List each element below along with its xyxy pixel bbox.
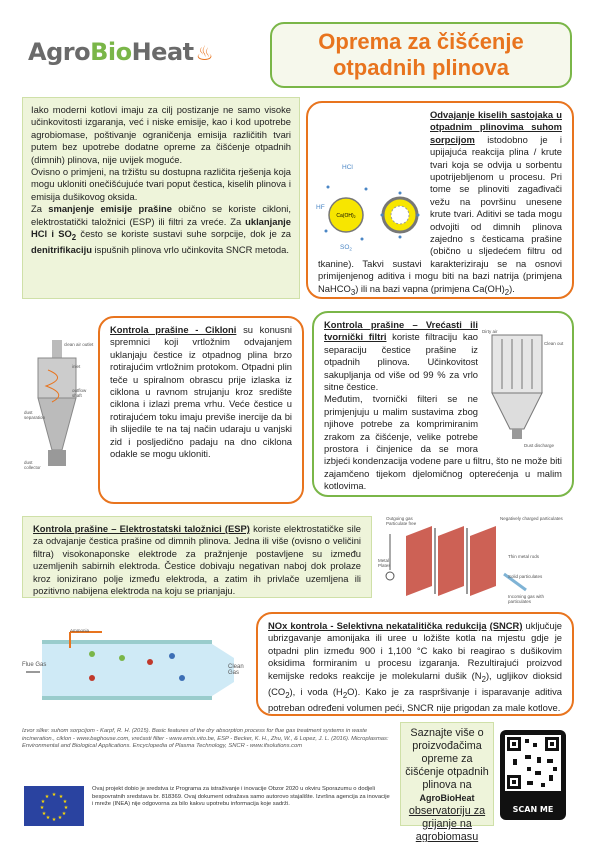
- svg-text:★: ★: [63, 805, 69, 811]
- svg-text:★: ★: [40, 799, 46, 805]
- observatory-callout: Saznajte više o proizvođačima opreme za čišćenje otpadnih plinova na AgroBioHeat observatoriju za grijanje na agrobiomasu: [400, 722, 494, 826]
- svg-text:★: ★: [61, 811, 67, 817]
- agrobioheat-logo: AgroBioHeat ♨: [28, 38, 214, 66]
- svg-text:Dust discharge: Dust discharge: [524, 443, 555, 448]
- page-title: Oprema za čišćenje otpadnih plinova: [270, 22, 572, 88]
- image-sources: Izvor slike: suhom sorpcijom - Karpf, R. H. (2015). Basic features of the dry absorption process for flue gas treatment systems in waste incineration., ciklon - www.baghouse.com, vrećasti filter - www.emis.vito.be, ESP - Becker, K. H., Zhu, W., & Lopez, J. L. (2016). Microplasmas: Environmental and Biological Applications. Encyclopedia of Plasma Technology, SNCR - www.ifsolutions.com: [22, 728, 389, 750]
- bag-filter-figure: [482, 325, 566, 455]
- bag-filter-section: Clean out Dirty air Dust discharge Kontrola prašine – Vrećasti ili tvornički filtri koriste filtraciju kao separaciju čestice prašine iz otpadnih plinova. Učinkovitost sakupljanja od više od 99 % za vrlo sitne čestice. Međutim, tvornički filteri se ne primjenjuju u malim sustavima zbog njihove potrebe za komprimiranim zrakom za čišćenje, velike potrebe prostora i činjenice da se mora izbjeći kondenzacija vodene pare u filtru, što ne može biti zajamčeno tijekom djelomičnog opterećenja u malim kotlovima.: [312, 311, 574, 497]
- cyclone-figure: clean air outlet inlet outflow shaft dust separation dust collector: [24, 330, 96, 480]
- svg-text:SO2: $SO_2$: [340, 244, 352, 252]
- funding-statement: Ovaj projekt dobio je sredstva iz Programa za istraživanje i inovacije Obzor 2020 u okviru Sporazumu o dodjeli bespovratnih sredstava br. 818369. Ovaj dokument odražava samo autorovo stajalište. Izvršna agencija za inovacije i mreže (INEA) nije odgovorna za bilo kakvu upotrebu informacija koje sadrži.: [92, 786, 390, 808]
- esp-figure: Outgoing gas Particulate free Negatively charged particulates Metal Plates Thin metal rods Solid particulates Incoming gas with particulates: [376, 514, 572, 610]
- svg-text:★: ★: [41, 811, 47, 817]
- eu-flag-icon: [24, 786, 84, 826]
- flame-icon: ♨: [195, 41, 214, 65]
- esp-section: Kontrola prašine – Elektrostatski taložnici (ESP) koriste elektrostatičke sile za odvajanje čestica prašine od dimnih plinova. Jedna ili više (ovisno o veličini filtra) visokonaponske elektrode za pražnjenje postavljene su između uzemljenih sabirnih elektroda. Čestice dobivaju negativan naboj dok prolaze kroz ionizirano polje između elektroda, a zatim ih privlače uzemljena ili pozitivno nabijena elektroda na koju se prianjaju.: [22, 516, 372, 598]
- svg-text:★: ★: [39, 805, 45, 811]
- sncr-figure: Ammonia Flue Gas Clean Gas: [22, 628, 250, 710]
- svg-text:★: ★: [45, 815, 51, 821]
- svg-text:Clean out: Clean out: [544, 341, 564, 346]
- svg-text:Ca(OH)2: $Ca(OH)_2$: [336, 213, 356, 219]
- sncr-section: NOx kontrola - Selektivna nekatalitička redukcija (SNCR) uključuje ubrizgavanje amonijaka ili uree u ložište kotla na mjestu gdje je otpadni plin između 900 i 1,100 °C kako bi reagirao s dušikovim oksidima formiranim u procesu izgaranja. Rezultirajući proizvod kemijske redoks reakcije je molekularni dušik $(N_2)$, ugljikov dioksid $(CO_2)$, i voda $(H_2O)$. Kako je za raspršivanje i isparavanje aditiva potreban određeni volumen peći, SNCR nije prigodan za male kotlove.: [256, 612, 574, 716]
- dry-sorption-section: $Ca(OH)_2$ HCl HF $SO_2$ Odvajanje kiselih sastojaka u otpadnim plinovima suhom sorpcijom istodobno je i upijajuća reakcija plina / krute tvari koja se odvija u sorbentu upotrijebljenom u procesu. Pri tome se plinoviti zagađivači vežu na površinu unesene krute tvari. Aditivi se tada mogu odvojiti od dimnih plinova zajedno s česticama prašine (obično u sljedećem filtru od tkanine). Takvi sustavi karakteriziraju se na osnovi primijenjenog aditiva i mogu biti na bazi natrija (primjena NaHCO$_3$) ili na bazi vapna (primjena $Ca(OH)_2$).: [306, 101, 574, 299]
- qr-code[interactable]: SCAN ME: [500, 730, 566, 820]
- svg-text:HF: HF: [316, 204, 325, 211]
- svg-text:★: ★: [44, 794, 50, 800]
- cyclone-section: Kontrola prašine - Cikloni su konusni spremnici koji vrtložnim odvajanjem uklanjaju čestice iz otpadnog plina brzo rotirajućim vrtložnim protokom. Otpadni plin teče u spiralnom obrascu prije izlaska iz ciklona u ravnom strujanju kroz središte ciklona i izlazi prema vrhu. Veće čestice u rotirajućem toku imaju previše inercije da bi ih slijedile te na taj način udaraju u vanjski zid i posljedično padaju na dno ciklona odakle se mogu ukloniti.: [98, 316, 304, 504]
- svg-text:Dirty air: Dirty air: [482, 329, 498, 334]
- observatory-link[interactable]: observatoriju za grijanje na agrobiomasu: [408, 805, 486, 842]
- svg-text:★: ★: [51, 817, 57, 823]
- svg-text:★: ★: [57, 815, 63, 821]
- dry-sorption-figure: [314, 153, 424, 253]
- intro-section: Iako moderni kotlovi imaju za cilj postizanje ne samo visoke učinkovitosti izgaranja, već i niske emisije, kao i kod upotrebe agrobiomase, poštivanje ograničenja emisija različitih tvari putem bez upotrebe dodatne opreme za čišćenje otpadnih (dimnih) plinova, nije uvijek moguće. Ovisno o primjeni, na tržištu su dostupna različita rješenja koja mogu ukloniti onečišćujuće tvari poput čestica, kiselih plinova i emisija dušikovog oksida. Za smanjenje emisije prašine obično se koriste cikloni, elektrostatički taložnici (ESP) ili filtri za vreće. Za uklanjanje HCl i $SO_2$ često se koriste sustavi suhe sorpcije, dok je za denitrifikaciju ispušnih plinova vrlo učinkovita SNCR metoda.: [22, 97, 300, 299]
- svg-text:★: ★: [62, 799, 68, 805]
- svg-text:★: ★: [58, 794, 64, 800]
- svg-text:★: ★: [51, 792, 57, 798]
- svg-text:HCl: HCl: [342, 164, 353, 171]
